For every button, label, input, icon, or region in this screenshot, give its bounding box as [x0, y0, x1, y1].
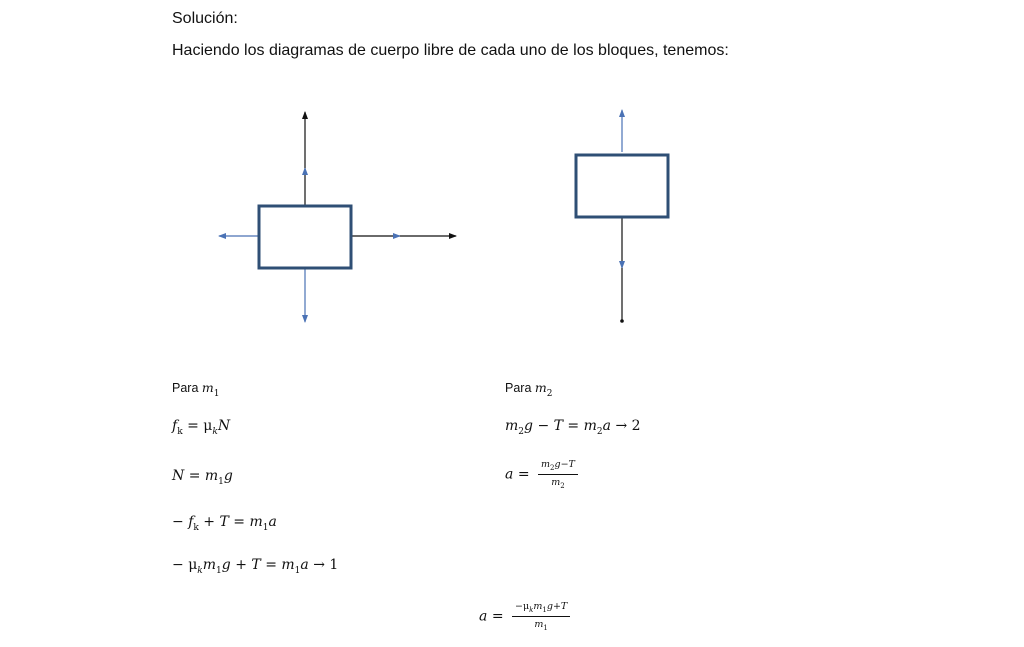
equation-1: − $\mu_km_1g + T = m_1a \to 1$ — [172, 557, 339, 576]
fraction-m2: $\frac{m_2g-T}{m_2}$ — [538, 459, 578, 490]
friction-equation: $f_k = \mu_kN$ — [172, 418, 231, 437]
block-1-diagram — [219, 112, 456, 322]
weight-end-dot — [620, 319, 624, 323]
normal-equation: $N = m_1g$ — [172, 468, 233, 487]
equation-2: $m_2g - T = m_2a \to 2$ — [505, 418, 641, 437]
para-m1-label: Para $m_1$ — [172, 380, 220, 399]
block-2 — [576, 155, 668, 217]
fraction-final: $\frac{-\mu_km_1g+T}{m_1}$ — [512, 601, 570, 632]
block-1 — [259, 206, 351, 268]
force-sum-equation: − $f_k + T = m_1a$ — [172, 514, 277, 533]
solution-title: Solución: — [172, 10, 238, 27]
solution-intro: Haciendo los diagramas de cuerpo libre de cada uno de los bloques, tenemos: — [172, 42, 729, 59]
acceleration-equation-m2: a = $\frac{m_2g-T}{m_2}$ — [505, 459, 578, 490]
block-2-diagram — [576, 110, 668, 323]
final-acceleration-equation: a = $\frac{-\mu_km_1g+T}{m_1}$ — [479, 601, 570, 632]
para-m2-label: Para $m_2$ — [505, 380, 553, 399]
